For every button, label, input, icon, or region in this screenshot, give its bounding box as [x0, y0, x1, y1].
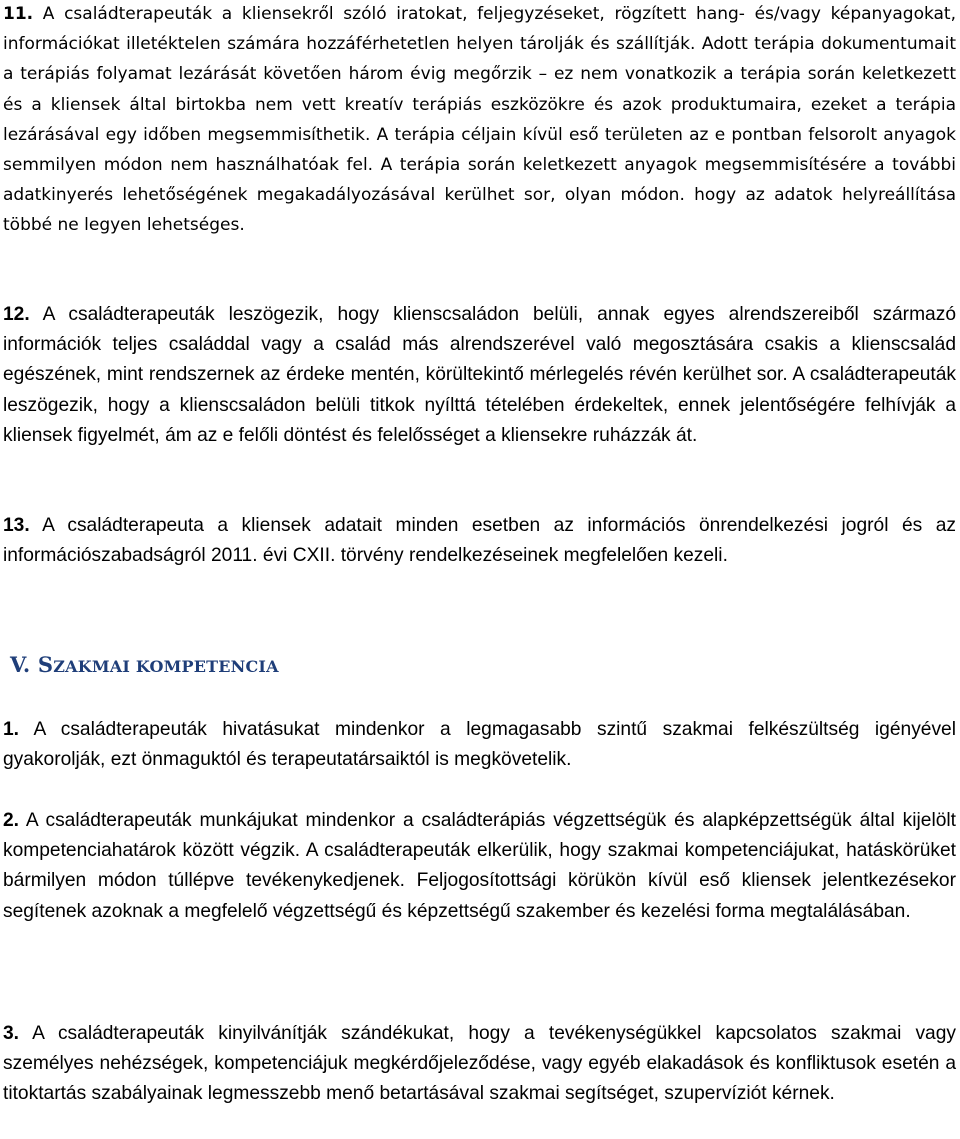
section-numeral: V. [10, 652, 31, 677]
paragraph-number: 1. [3, 719, 20, 740]
paragraph-13 [3, 511, 956, 571]
paragraph-12 [3, 300, 956, 451]
paragraph-number: 3. [3, 1023, 20, 1044]
section-paragraph-1 [3, 715, 956, 775]
section-heading [10, 652, 279, 677]
paragraph-text: A családterapeuták a kliensekről szóló iratokat, feljegyzéseket, rögzített hang- és/vagy képanyagokat, információkat illetéktelen számára hozzáférhetetlen helyen tárolják és szállítják. Adott terápia dokumentumait a terápiás folyamat lezárását követően három évig megőrzik – ez nem vonatkozik a terápia során keletkezett és a kliensek által birtokba nem vett kreatív terápiás eszközökre és azok produktumaira, ezeket a terápia lezárásával egy időben megsemmisíthetik. A terápia céljain kívül eső területen az e pontban felsorolt anyagok semmilyen módon nem használhatóak fel. A terápia során keletkezett anyagok megsemmisítésére a további adatkinyerés lehetőségének megakadályozásával kerülhet sor, olyan módon. hogy az adatok helyreállítása többé ne legyen lehetséges. [3, 4, 957, 236]
section-title-rest: ZAKMAI KOMPETENCIA [53, 657, 279, 676]
paragraph-number: 11. [3, 4, 34, 24]
paragraph-text: A családterapeuták munkájukat mindenkor a családterápiás végzettségük és alapképzettségük által kijelölt kompetenciahatárok között végzik. A családterapeuták elkerülik, hogy szakmai kompetenciájukat, hatáskörüket bármilyen módon túllépve tevékenykedjenek. Feljogosítottsági körükön kívül eső kliensek jelentkezésekor segítenek azoknak a megfelelő végzettségű és képzettségű szakember és kezelési forma megtalálásában. [3, 810, 956, 922]
paragraph-text: A családterapeuták leszögezik, hogy klienscsaládon belüli, annak egyes alrendszereiből származó információk teljes családdal vagy a család más alrendszerével való megosztására csakis a klienscsalád egészének, mint rendszernek az érdeke mentén, körültekintő mérlegelés révén kerülhet sor. A családterapeuták leszögezik, hogy a klienscsaládon belüli titkok nyílttá tételében érdekeltek, ennek jelentőségére felhívják a kliensek figyelmét, ám az e felőli döntést és felelősséget a kliensekre ruházzák át. [3, 304, 956, 446]
paragraph-number: 12. [3, 304, 30, 325]
paragraph-text: A családterapeuták kinyilvánítják szándékukat, hogy a tevékenységükkel kapcsolatos szakmai vagy személyes nehézségek, kompetenciájuk megkérdőjeleződése, vagy egyéb elakadások és konfliktusok esetén a titoktartás szabályainak legmesszebb menő betartásával szakmai segítséget, szupervíziót kérnek. [3, 1023, 956, 1105]
paragraph-11 [3, 0, 956, 241]
section-paragraph-2 [3, 806, 956, 927]
section-title-initial: S [37, 652, 54, 677]
paragraph-text: A családterapeuta a kliensek adatait minden esetben az információs önrendelkezési jogról és az információszabadságról 2011. évi CXII. törvény rendelkezéseinek megfelelően kezeli. [3, 515, 956, 567]
paragraph-text: A családterapeuták hivatásukat mindenkor a legmagasabb szintű szakmai felkészültség igényével gyakorolják, ezt önmaguktól és terapeutatársaiktól is megkövetelik. [3, 719, 956, 771]
paragraph-number: 13. [3, 515, 30, 536]
paragraph-number: 2. [3, 810, 20, 831]
section-paragraph-3 [3, 1019, 956, 1110]
